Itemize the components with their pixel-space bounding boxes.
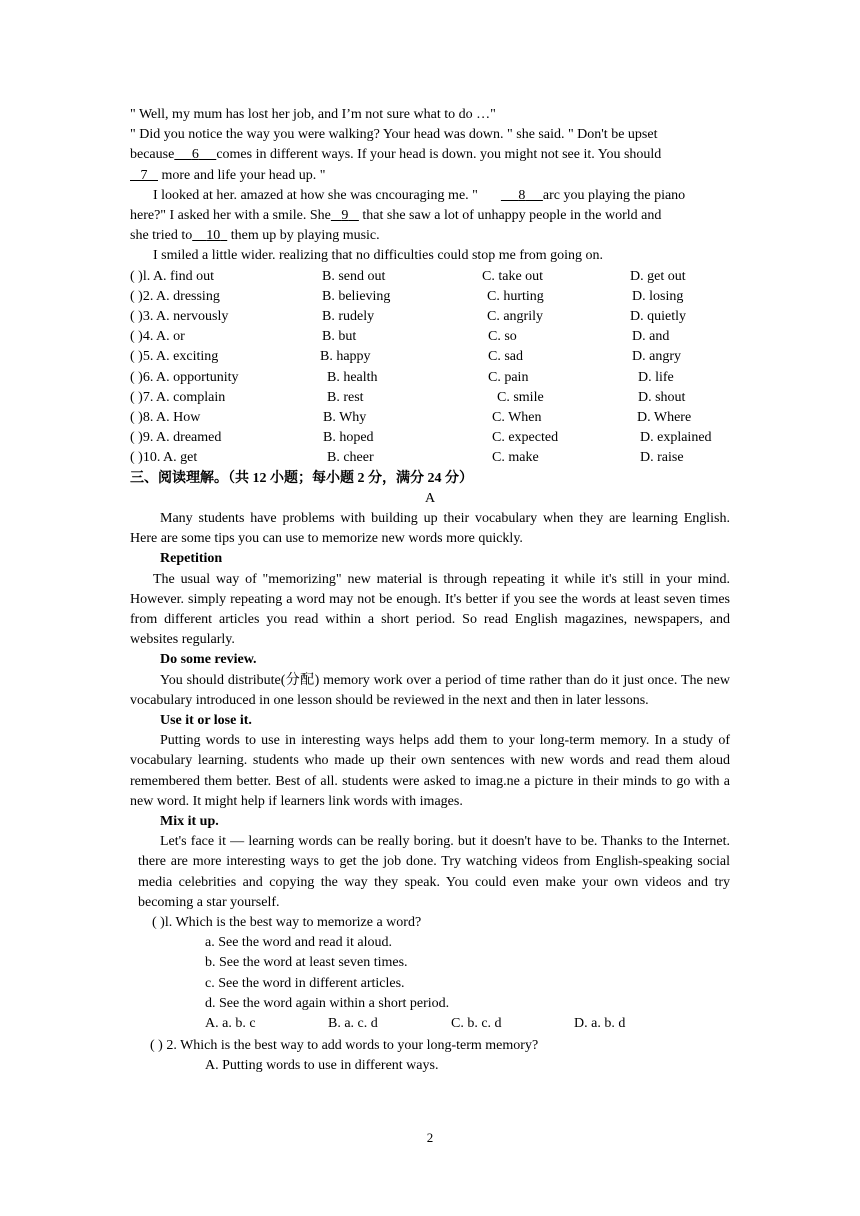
section-heading: 三、阅读理解。（共 12 小题；每小题 2 分，满分 24 分） [130,470,473,486]
question-block [130,913,730,1077]
cloze-line-3: because 6 comes in different ways. If your head is down. you might not see it. You should [130,145,730,165]
question-1-item: d. See the word again within a short period. [205,995,450,1011]
blank-10[interactable]: 10 [206,228,221,244]
cloze-line-5: I looked at her. amazed at how she was cncouraging me. " 8 arc you playing the piano [130,186,730,206]
question-1[interactable]: ( )l. Which is the best way to memorize a word? [152,914,422,930]
subheading-mix: Mix it up. [160,813,219,829]
question-2[interactable]: ( ) 2. Which is the best way to add words to your long-term memory? [150,1038,539,1054]
blank-8[interactable]: 8 [518,187,526,203]
blank-6[interactable]: 6 [191,147,199,163]
subheading-repetition: Repetition [160,551,223,567]
subheading-use: Use it or lose it. [160,712,252,728]
cloze-options [130,267,730,469]
paragraph-repetition: The usual way of "memorizing" new material is through repeating it while it's still in your mind. However. simply repeating a word may not be enough. It's better if you see the words at least seven times from different articles you read within a short period. So read English magazines, newspapers, and websites regularly. [130,571,730,648]
option-row[interactable]: ( )5. A. exciting B. happy C. sad D. angry [130,349,681,365]
cloze-line-1: " Well, my mum has lost her job, and I’m not sure what to do …" [130,107,496,122]
option-row[interactable]: ( )9. A. dreamed B. hoped C. expected D. explained [130,430,712,446]
paragraph-mix: Let's face it — learning words can be really boring. but it doesn't have to be. Thanks to the Internet. there are more interesting ways to get the job done. Try watching videos from English-speaking social media celebrities and copying the way they speak. You could even make your own videos and try becoming a star yourself. [138,834,730,910]
passage-intro: Many students have problems with building up their vocabulary when they are learning English. Here are some tips you can use to memorize new words more quickly. [130,510,730,547]
paragraph-review: You should distribute(分配) memory work over a period of time rather than do it just once. The new vocabulary introduced in one lesson should be reviewed in the next and then in later lessons. [130,672,730,708]
option-row[interactable]: ( )7. A. complain B. rest C. smile D. shout [130,389,686,405]
option-row[interactable]: ( )l. A. find out B. send out C. take out D. get out [130,268,686,284]
question-1-item: b. See the word at least seven times. [205,955,408,971]
cloze-line-2: " Did you notice the way you were walking? Your head was down. " she said. " Don't be upset [130,127,658,143]
choice-a[interactable]: A. a. b. c [205,1015,256,1031]
cloze-line-7: she tried to 10 them up by playing music. [130,226,730,246]
option-row[interactable]: ( )3. A. nervously B. rudely C. angrily D. quietly [130,309,686,324]
option-row[interactable]: ( )2. A. dressing B. believing C. hurting D. losing [130,288,684,304]
paragraph-use: Putting words to use in interesting ways helps add them to your long-term memory. In a study of vocabulary learning. students who made up their own sentences with new words and read them aloud remembered them better. Best of all. students were asked to imag.ne a picture in their minds to go with a new word. It might help if learners link words with images. [130,733,730,809]
question-1-choices [130,1014,730,1034]
choice-d[interactable]: D. a. b. d [574,1015,626,1031]
page-number: 2 [426,1130,434,1145]
choice-c[interactable]: C. b. c. d [451,1015,502,1031]
question-2-choice-a[interactable]: A. Putting words to use in different ways. [205,1058,439,1074]
subheading-review: Do some review. [160,652,257,668]
blank-7[interactable]: 7 [140,167,148,183]
option-row[interactable]: ( )10. A. get B. cheer C. make D. raise [130,450,684,466]
option-row[interactable]: ( )6. A. opportunity B. health C. pain D. life [130,369,674,385]
option-row[interactable]: ( )4. A. or B. but C. so D. and [130,329,670,345]
question-1-item: a. See the word and read it aloud. [205,935,392,951]
cloze-line-6: here?" I asked her with a smile. She 9 that she saw a lot of unhappy people in the world and [130,206,730,226]
cloze-line-4: 7 more and life your head up. " [130,166,730,186]
cloze-line-8: I smiled a little wider. realizing that no difficulties could stop me from going on. [153,248,603,264]
document-page [130,105,730,1077]
choice-b[interactable]: B. a. c. d [328,1015,378,1031]
blank-9[interactable]: 9 [341,208,349,224]
question-1-item: c. See the word in different articles. [205,975,405,991]
passage-label: A [424,490,436,506]
option-row[interactable]: ( )8. A. How B. Why C. When D. Where [130,409,692,425]
